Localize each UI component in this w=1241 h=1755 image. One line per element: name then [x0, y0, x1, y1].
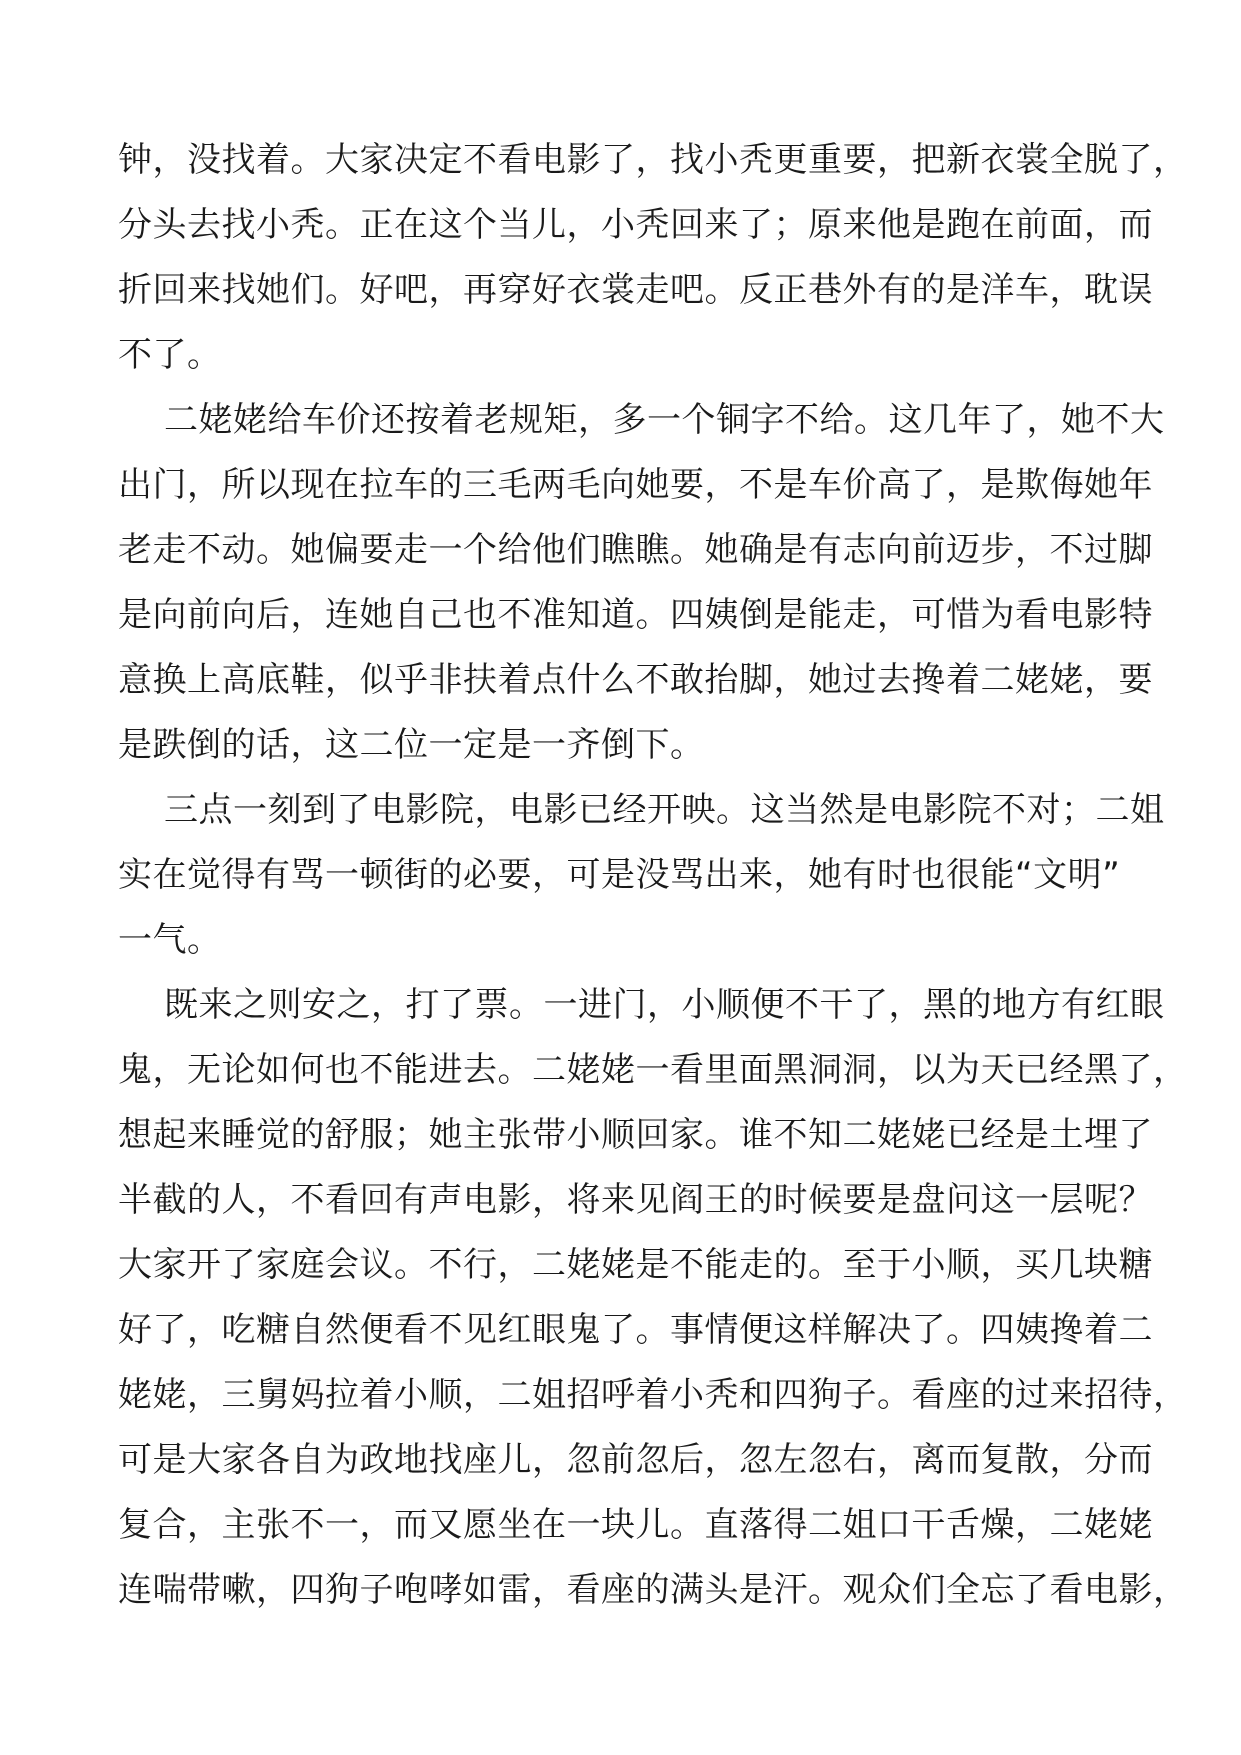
text-line: 连喘带嗽，四狗子咆哮如雷，看座的满头是汗。观众们全忘了看电影， [118, 1570, 1188, 1610]
text-line: 折回来找她们。好吧，再穿好衣裳走吧。反正巷外有的是洋车，耽误 [118, 270, 1153, 310]
text-line: 实在觉得有骂一顿街的必要，可是没骂出来，她有时也很能“文明” [118, 855, 1121, 895]
text-line: 出门，所以现在拉车的三毛两毛向她要，不是车价高了，是欺侮她年 [118, 465, 1153, 505]
paragraph-start-line: 三点一刻到了电影院，电影已经开映。这当然是电影院不对；二姐 [164, 790, 1165, 830]
text-line: 大家开了家庭会议。不行，二姥姥是不能走的。至于小顺，买几块糖 [118, 1245, 1153, 1285]
text-line: 分头去找小秃。正在这个当儿，小秃回来了；原来他是跑在前面，而 [118, 205, 1153, 245]
text-line: 好了，吃糖自然便看不见红眼鬼了。事情便这样解决了。四姨搀着二 [118, 1310, 1153, 1350]
paragraph-start-line: 二姥姥给车价还按着老规矩，多一个铜字不给。这几年了，她不大 [164, 400, 1165, 440]
body-text [118, 128, 1188, 1623]
text-line: 是跌倒的话，这二位一定是一齐倒下。 [118, 725, 705, 765]
text-line: 可是大家各自为政地找座儿，忽前忽后，忽左忽右，离而复散，分而 [118, 1440, 1153, 1480]
text-line: 鬼，无论如何也不能进去。二姥姥一看里面黑洞洞，以为天已经黑了， [118, 1050, 1188, 1090]
text-line: 姥姥，三舅妈拉着小顺，二姐招呼着小秃和四狗子。看座的过来招待， [118, 1375, 1188, 1415]
paragraph-start-line: 既来之则安之，打了票。一进门，小顺便不干了，黑的地方有红眼 [164, 985, 1165, 1025]
text-line: 复合，主张不一，而又愿坐在一块儿。直落得二姐口干舌燥，二姥姥 [118, 1505, 1153, 1545]
text-line: 是向前向后，连她自己也不准知道。四姨倒是能走，可惜为看电影特 [118, 595, 1153, 635]
text-line: 半截的人，不看回有声电影，将来见阎王的时候要是盘问这一层呢？ [118, 1180, 1153, 1220]
text-line: 一气。 [118, 920, 222, 960]
text-line: 想起来睡觉的舒服；她主张带小顺回家。谁不知二姥姥已经是土埋了 [118, 1115, 1153, 1155]
text-line: 钟，没找着。大家决定不看电影了，找小秃更重要，把新衣裳全脱了， [118, 140, 1188, 180]
text-line: 不了。 [118, 335, 222, 375]
text-line: 老走不动。她偏要走一个给他们瞧瞧。她确是有志向前迈步，不过脚 [118, 530, 1153, 570]
text-line: 意换上高底鞋，似乎非扶着点什么不敢抬脚，她过去搀着二姥姥，要 [118, 660, 1153, 700]
